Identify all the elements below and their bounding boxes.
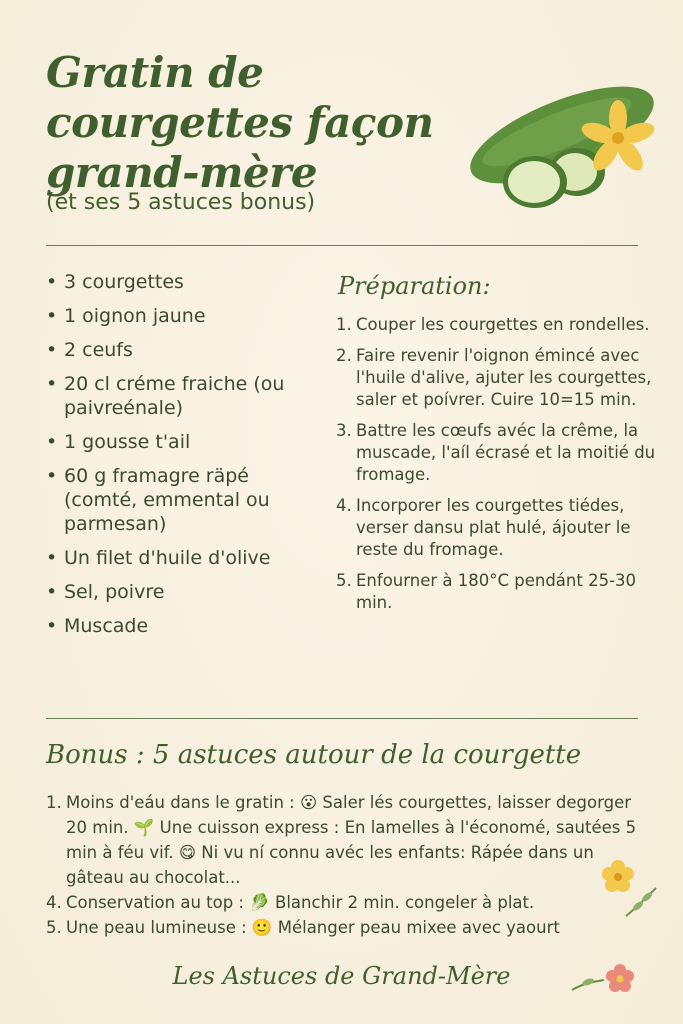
leaf-sprig-icon	[622, 884, 662, 920]
list-item: • 3 courgettes	[46, 270, 316, 294]
step-number: 2.	[336, 346, 352, 365]
bonus-heading: Bonus : 5 astuces autour de la courgette	[46, 740, 582, 770]
step-text: Faire revenir l'oignon éminсé avec l'huile d'alive, ajuter les courgettes, saler et poívrer. Cuire 10=15 min.	[356, 346, 652, 409]
list-item: • 2 ceufs	[46, 338, 316, 362]
step-item	[336, 570, 666, 614]
bonus-number: 4.	[46, 893, 62, 912]
ingredient-list	[46, 270, 316, 648]
zucchini-illustration	[462, 60, 662, 220]
bonus-text: Une peau lumineuse : 🙂 Mélanger peau mixee avec yaourt	[66, 918, 560, 937]
step-item	[336, 314, 666, 336]
list-item: • Muscade	[46, 614, 316, 638]
preparation-steps	[336, 314, 666, 623]
recipe-title: Gratin de courgettes façon grand-mère	[46, 48, 434, 197]
pink-flower-icon	[570, 962, 640, 996]
step-text: Battre les cœufs avéc la crême, la muscade, l'aíl écrasé et la moitié du fromage.	[356, 421, 656, 484]
bonus-item	[46, 790, 646, 890]
step-text: Enfourner à 180°C pendánt 25-30 min.	[356, 571, 637, 612]
preparation-heading: Préparation:	[338, 272, 491, 300]
step-number: 3.	[336, 421, 352, 440]
step-item	[336, 420, 666, 486]
list-item: • 1 gousse t'ail	[46, 430, 316, 454]
bonus-text: Moins d'eáu dans le gratin : 😮 Saler lés courgettes, laisser degorger 20 min. 🌱 Une cuisson express : En lamelles à l'économé, sautées 5 min à féu vif. 😋 Ni vu ní connu avéc les enfants: Rápée dans un gâteau au chocolat...	[66, 793, 637, 887]
footer-signature: Les Astuces de Grand-Mère	[172, 962, 511, 990]
divider	[46, 245, 638, 246]
step-number: 4.	[336, 496, 352, 515]
list-item: • 20 cl créme fraiche (ou paivreénale)	[46, 372, 316, 420]
bonus-number: 1.	[46, 793, 62, 812]
list-item: • Sel, poivre	[46, 580, 316, 604]
step-number: 1.	[336, 315, 352, 334]
bonus-list	[46, 790, 646, 940]
list-item: • Un filet d'huile d'olive	[46, 546, 316, 570]
bonus-item	[46, 915, 646, 940]
bonus-text: Conservation au top : 🥬 Blanchir 2 min. congeler à plat.	[66, 893, 535, 912]
step-item	[336, 495, 666, 561]
bonus-item	[46, 890, 646, 915]
divider	[46, 718, 638, 719]
bonus-number: 5.	[46, 918, 62, 937]
step-text: Incorporer les courgettes tiédes, verser dansu plat hulé, ájouter le reste du fromage.	[356, 496, 631, 559]
step-item	[336, 345, 666, 411]
list-item: • 60 g framagre räpé (comté, emmental ou parmesan)	[46, 464, 316, 536]
step-number: 5.	[336, 571, 352, 590]
list-item: • 1 oignon jaune	[46, 304, 316, 328]
step-text: Couper les courgettes en rondelles.	[356, 315, 650, 334]
recipe-subtitle: (et ses 5 astuces bonus)	[46, 190, 316, 215]
